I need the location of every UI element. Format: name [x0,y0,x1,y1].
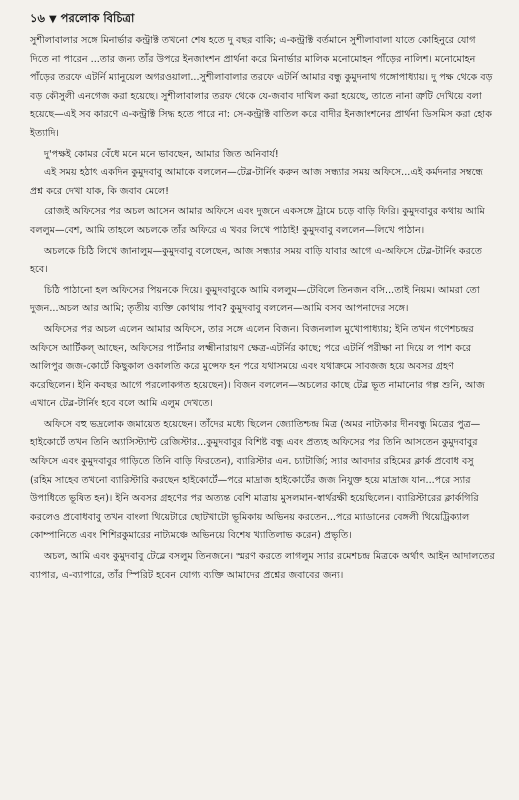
page-number: ১৬ [30,10,45,25]
paragraph-3: এই সময় হঠাৎ একদিন কুমুদবাবু আমাকে বললেন—টেব্ল-টার্নিং করুন আজ সন্ধ্যার সময় অফিসে...এই কর্মদনার সম্বন্ধে প্রশ্ন করে দেখা যাক, কি জবাব মেলে! [30,167,484,197]
paragraph-4: রোজই অফিসের পর অচল আসেন আমার অফিসে এবং দুজনে একসঙ্গে ট্রামে চড়ে বাড়ি ফিরি। কুমুদবাবুর কথায় আমি বললুম—বেশ, আমি তাহলে অচলকে তাঁর অফিরে এ খবর লিখে পাঠাই! কুমুদবাবু বললেন—লিখে পাঠান। [30,206,485,236]
paragraph-2: দু'পক্ষই কোমর বেঁধে মনে মনে ভাবছেন, আমার জিত অনিবার্য! [44,148,279,160]
paragraph-6: চিঠি পাঠানো হল অফিসের পিয়নকে দিয়ে। কুমুদবাবুকে আমি বললুম—টেবিলে তিনজন বসি...তাই নিয়ম। আমরা তো দুজন...অচল আর আমি; তৃতীয় ব্যক্তি কোথায় পাব? কুমুদবাবু বললেন—আমি বসব আপনাদের সঙ্গে। [30,284,480,315]
paragraph-8: অফিসে বহু ভদ্রলোক জমায়েত হয়েছেন। তাঁদের মধ্যে ছিলেন জ্যোতিশ্চন্দ্র মিত্র (অমর নাট্যকার দীনবন্ধু মিত্রের পুত্র—হাইকোর্টে তখন তিনি অ্যাসিস্ট্যান্ট রেজিস্টার...কুমুদবাবুর বিশিষ্ট বন্ধু এবং প্রত্যহ অফিসের পর তিনি আসতেন কুমুদবাবুর অফিসে এবং কুমুদবাবুর গাড়িতে তিনি বাড়ি ফিরতেন), ব্যারিস্টার এন. চ্যাটার্জি; স্যার আবদার রহিমের ক্লার্ক প্রবোধ বসু (রহিম সাহেব তখনো ব্যারিস্টারি করছেন হাইকোর্টে—পরে মাদ্রাজ হাইকোর্টের জজ নিযুক্ত হয়ে মাদ্রাজ যান...পরে স্যার উপাধিতে ভূষিত হন)। ইনি অবসর গ্রহণের পর অত্যন্ত বেশি মাত্রায় মুসলমান-স্বার্থরক্ষী হয়েছিলেন। ব্যারিস্টারের ক্লার্কগিরি করলেও প্রবোধবাবু তখন বাংলা থিয়েটারে ছোটখাটো ভূমিকায় অভিনয় করতেন...পরে ম্যাডানের বেঙ্গলী থিয়েট্রিক্যাল কোম্পানিতে এবং শিশিরকুমারের নাট্যমঞ্চে অভিনয়ে বিশেষ খ্যাতিলাভ করেন) প্রভৃতি। [30,418,481,542]
paragraph-9: অচল, আমি এবং কুমুদবাবু টেব্লে বসলুম তিনজনে। স্মরণ করতে লাগলুম স্যার রমেশচন্দ্র মিত্রকে অর্থাৎ আইন আদালতের ব্যাপার, এ-ব্যাপারে, তাঁর স্পিরিট হবেন যোগ্য ব্যক্তি আমাদের প্রশ্নের জবাবের জন্য। [30,551,495,581]
paragraph-5: অচলকে চিঠি লিখে জানালুম—কুমুদবাবু বলেছেন, আজ সন্ধ্যার সময় বাড়ি যাবার আগে এ-অফিসে টেব্ল-টার্নিং করতে হবে। [30,245,482,276]
page-header [30,10,497,28]
paragraph-7: অফিসের পর অচল এলেন আমার অফিসে, তার সঙ্গে এলেন বিজন। বিজনলাল মুখোপাধ্যায়; ইনি তখন গণেশচন্দ্রর অফিসে আর্টিকল্ আছেন, অফিসের পার্টনার লক্ষ্মীনারায়ণ ক্ষেত্র-এটর্নির কাছে; পরে এটর্নি পরীক্ষা না দিয়ে ল পাশ করে আলিপুর জজ-কোর্টে কিছুকাল ওকালতি করে মুন্সেফ হন পরে যথাসময়ে এবং যথাক্রমে সাবজজ হয়ে অবসর গ্রহণ করেছিলেন। ইনি কবছর আগে পরলোকগত হয়েছেন)। বিজন বললেন—অচলের কাছে টেব্ল ভূত নামানোর গল্প শুনি, আজ এখানে টেব্ল-টার্নিং হবে বলে আমি এলুম দেখতে। [30,323,485,410]
triangle-down-icon: ▼ [48,13,57,25]
paragraph-1: সুশীলাবালার সঙ্গে মিনার্ভার কন্ট্রাক্ট তখনো শেষ হতে দু বছর বাকি; এ-কন্ট্রাক্ট বর্তমানে সুশীলাবালা যাতে কোহিনুরে যোগ দিতে না পারেন ...তার জন্য তাঁর উপরে ইনজাংশন প্রার্থনা করে মিনার্ভার মালিক মনোমোহন পাঁড়ের নালিশ। মনোমোহন পাঁড়ের তরফে এটর্নি ম্যানুয়েল অগরওয়ালা...সুশীলাবালার তরফে এটর্নি আমার বন্ধু কুমুদনাথ গঙ্গোপাধ্যায়। দু পক্ষ থেকে বড় বড় কৌসুলী এনগেজ করা হয়েছে। সুশীলাবালার তরফ থেকে যে-জবাব দাখিল করা হয়েছে, তাতে নানা ত্রুটি দেখিয়ে বলা হয়েছে—এই সব কারণে এ-কন্ট্রাক্ট সিদ্ধ হতে পারে না: সে-কন্ট্রাক্ট বাতিল করে বাদীর ইনজাংশনের প্রার্থনা ডিসমিস করা হোক ইত্যাদি। [30,35,493,139]
running-title: পরলোক বিচিত্রা [60,10,135,25]
page-body [30,32,497,585]
